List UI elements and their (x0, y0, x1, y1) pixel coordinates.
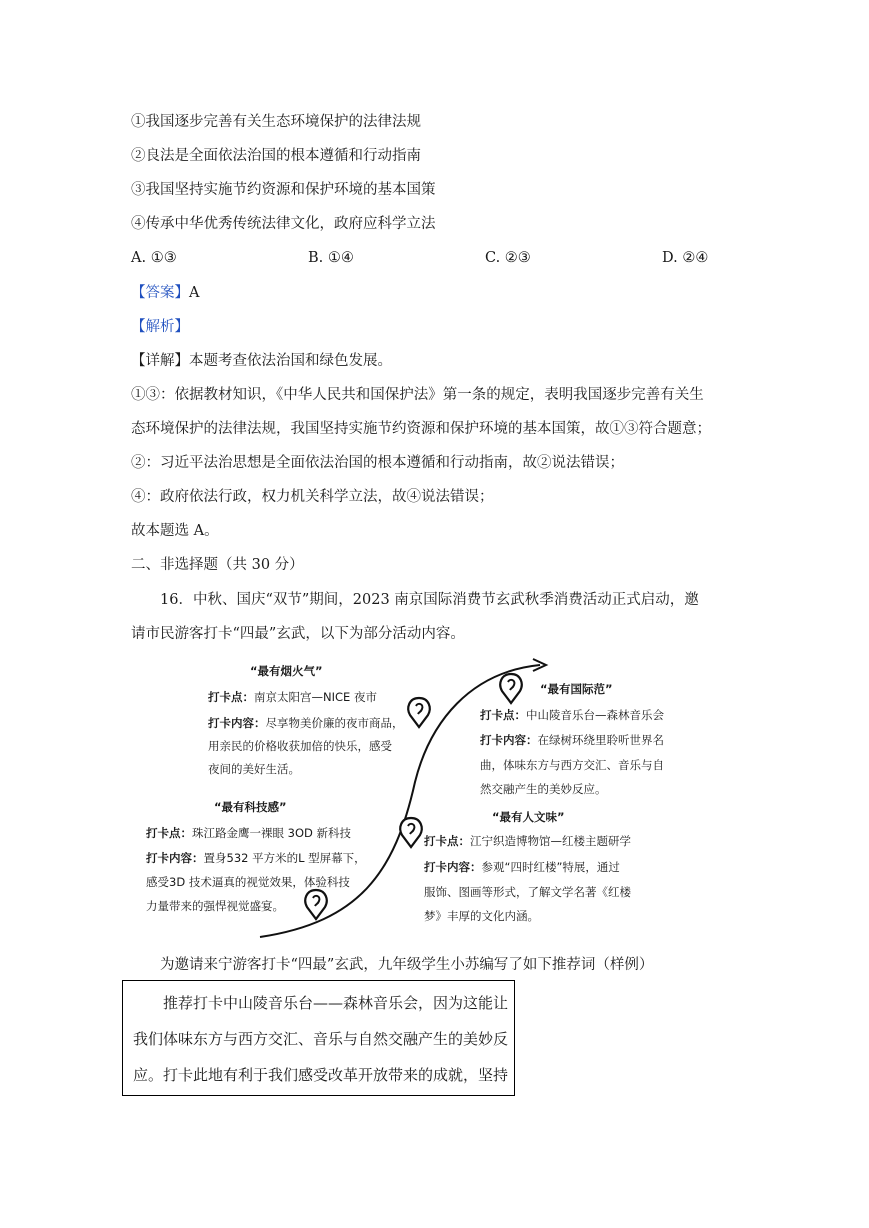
renwenwei-content-2: 服饰、图画等形式，了解文学名著《红楼 (424, 885, 631, 899)
kejigan-title: “最有科技感” (214, 800, 287, 814)
kejigan-content-1 (146, 847, 366, 869)
guojifan-spot-value: 中山陵音乐台—森林音乐会 (526, 708, 664, 722)
yanhuo-content-2: 用亲民的价格收获加倍的快乐，感受 (208, 739, 392, 753)
renwenwei-content-label: 打卡内容： (424, 860, 482, 874)
yanhuo-title: “最有烟火气” (250, 664, 323, 678)
detail-text: 本题考查依法治国和绿色发展。 (189, 353, 392, 369)
statement-2: ②良法是全面依法治国的根本遵循和行动指南 (131, 148, 421, 164)
detail-label: 【详解】 (131, 353, 189, 369)
analysis-label: 【解析】 (131, 319, 189, 335)
renwenwei-spot (424, 830, 631, 852)
recommend-line-2: 我们体味东方与西方交汇、音乐与自然交融产生的美妙反 (133, 1030, 509, 1048)
question-16-line-1: 16．中秋、国庆“双节”期间，2023 南京国际消费节玄武秋季消费活动正式启动，邀 (160, 592, 699, 608)
guojifan-spot-label: 打卡点： (480, 708, 526, 722)
guojifan-content-3: 然交融产生的美妙反应。 (480, 782, 607, 796)
pin-icon-guojifan (500, 674, 521, 703)
guojifan-content-1 (480, 729, 664, 751)
explanation-line-5: 故本题选 A。 (131, 523, 219, 539)
statement-3: ③我国坚持实施节约资源和保护环境的基本国策 (131, 182, 436, 198)
guojifan-content-2: 曲，体味东方与西方交汇、音乐与自 (480, 758, 664, 772)
kejigan-content-3: 力量带来的强悍视觉盛宴。 (146, 899, 284, 913)
yanhuo-content-3: 夜间的美好生活。 (208, 762, 300, 776)
explanation-line-1: ①③：依据教材知识，《中华人民共和国保护法》第一条的规定，表明我国逐步完善有关生 (131, 387, 704, 403)
recommend-line-3: 应。打卡此地有利于我们感受改革开放带来的成就，坚持 (133, 1066, 509, 1084)
kejigan-content-label: 打卡内容： (146, 851, 204, 865)
choice-a: A. ①③ (131, 250, 177, 266)
yanhuo-spot (208, 686, 377, 708)
guojifan-title: “最有国际范” (540, 682, 613, 696)
renwenwei-spot-label: 打卡点： (424, 834, 470, 848)
section-heading: 二、非选择题（共 30 分） (131, 557, 304, 573)
recommend-line-1: 推荐打卡中山陵音乐台——森林音乐会，因为这能让 (163, 994, 509, 1012)
answer-value: A (189, 285, 200, 301)
explanation-line-2: 态环境保护的法律法规，我国坚持实施节约资源和保护环境的基本国策，故①③符合题意； (131, 421, 711, 437)
renwenwei-content-1 (424, 856, 620, 878)
renwenwei-title: “最有人文味” (492, 810, 565, 824)
kejigan-content-text-1: 置身532 平方米的L 型屏幕下， (203, 851, 366, 865)
pin-icon-yanhuo (408, 698, 429, 727)
choice-b: B. ①④ (308, 250, 354, 266)
recommendation-box (122, 980, 515, 1096)
recommend-intro: 为邀请来宁游客打卡“四最”玄武，九年级学生小苏编写了如下推荐词（样例） (160, 957, 654, 973)
kejigan-spot (146, 822, 351, 844)
yanhuo-spot-value: 南京太阳宫—NICE 夜市 (254, 690, 377, 704)
pin-icon-kejigan (305, 890, 326, 919)
yanhuo-spot-label: 打卡点： (208, 690, 254, 704)
explanation-line-3: ②：习近平法治思想是全面依法治国的根本遵循和行动指南，故②说法错误； (131, 455, 624, 471)
guojifan-content-text-1: 在绿树环绕里聆听世界名 (537, 733, 664, 747)
question-16-line-2: 请市民游客打卡“四最”玄武，以下为部分活动内容。 (131, 626, 465, 642)
statement-1: ①我国逐步完善有关生态环境保护的法律法规 (131, 114, 421, 130)
pin-icon-renwenwei (400, 818, 421, 847)
yanhuo-content-text-1: 尽享物美价廉的夜市商品， (265, 716, 404, 730)
yanhuo-content-label: 打卡内容： (208, 716, 266, 730)
kejigan-spot-value: 珠江路金鹰一裸眼 3OD 新科技 (192, 826, 352, 840)
explanation-line-4: ④：政府依法行政，权力机关科学立法，故④说法错误； (131, 489, 494, 505)
statement-4: ④传承中华优秀传统法律文化，政府应科学立法 (131, 216, 436, 232)
guojifan-spot (480, 704, 664, 726)
detail-line (131, 351, 392, 371)
yanhuo-content-1 (208, 712, 404, 734)
choice-d: D. ②④ (662, 250, 709, 266)
choice-c: C. ②③ (485, 250, 531, 266)
activity-figure (130, 652, 750, 946)
renwenwei-spot-value: 江宁织造博物馆—红楼主题研学 (470, 834, 631, 848)
renwenwei-content-text-1: 参观“四时红楼”特展，通过 (481, 860, 620, 874)
guojifan-content-label: 打卡内容： (480, 733, 538, 747)
kejigan-content-2: 感受3D 技术逼真的视觉效果，体验科技 (146, 875, 350, 889)
answer-label: 【答案】 (131, 285, 189, 301)
renwenwei-content-3: 梦》丰厚的文化内涵。 (424, 909, 539, 923)
answer-line (131, 283, 199, 303)
kejigan-spot-label: 打卡点： (146, 826, 192, 840)
